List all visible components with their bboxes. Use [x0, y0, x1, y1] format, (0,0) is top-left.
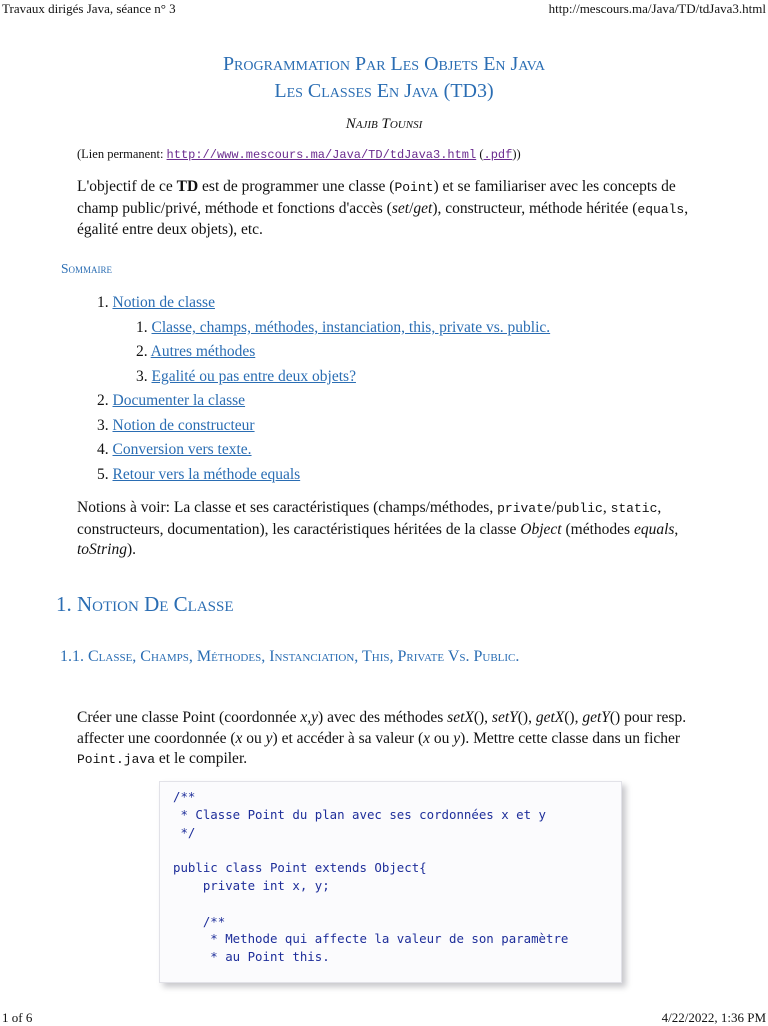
doc-title: Programmation Par Les Objets En Java [222, 53, 546, 75]
toc-item[interactable]: 4. Conversion vers texte. [97, 441, 252, 458]
permalink-mid: ( [476, 147, 484, 161]
toc-item[interactable]: 3. Egalité ou pas entre deux objets? [136, 368, 356, 385]
toc-link[interactable]: Conversion vers texte. [112, 441, 252, 458]
permalink-prefix: (Lien permanent: [77, 147, 167, 161]
toc-link[interactable]: Notion de constructeur [112, 417, 255, 434]
print-title: Travaux dirigés Java, séance n° 3 [2, 1, 176, 16]
toc-item[interactable]: 2. Autres méthodes [136, 343, 256, 360]
code-content: /** * Classe Point du plan avec ses cordonnées x et y */ public class Point extends Object{ private int x, y; /** * Methode qui affecte la valeur de son paramètre * au Point this. [173, 789, 569, 965]
author: Najib Tounsi [345, 116, 423, 132]
page-number: 1 of 6 [2, 1010, 33, 1025]
section-heading: 1. Notion De Classe [56, 592, 234, 616]
toc-item[interactable]: 2. Documenter la classe [97, 392, 246, 409]
code-block [159, 781, 622, 983]
doc-subtitle: Les Classes En Java (TD3) [274, 80, 494, 102]
pdf-link[interactable]: .pdf [483, 148, 513, 162]
intro-paragraph: L'objectif de ce TD est de programmer une classe (Point) et se familiariser avec les concepts de champ public/privé, méthode et fonctions d'accès (set/get), constructeur, méthode héritée (equals, égalité entre deux objets), etc. [77, 178, 689, 238]
toc-link[interactable]: Notion de classe [112, 294, 215, 311]
toc-link[interactable]: Documenter la classe [112, 392, 246, 409]
permalink-suffix: )) [512, 147, 521, 161]
subsection-heading: 1.1. Classe, Champs, Méthodes, Instanciation, This, Private Vs. Public. [60, 648, 520, 665]
toc-link[interactable]: Classe, champs, méthodes, instanciation, this, private vs. public. [151, 319, 551, 336]
exercise-paragraph: Créer une classe Point (coordonnée x,y) avec des méthodes setX(), setY(), getX(), getY() pour resp. affecter une coordonnée (x ou y) et accéder à sa valeur (x ou y). Mettre cette classe dans un ficher Point.java et le compiler. [77, 709, 687, 767]
toc-link[interactable]: Autres méthodes [150, 343, 256, 360]
print-timestamp: 4/22/2022, 1:36 PM [661, 1010, 766, 1025]
toc-link[interactable]: Egalité ou pas entre deux objets? [151, 368, 356, 385]
print-header [0, 1, 768, 17]
permalink [77, 147, 521, 162]
toc-link[interactable]: Retour vers la méthode equals [112, 466, 301, 483]
toc-item[interactable]: 1. Classe, champs, méthodes, instanciation, this, private vs. public. [136, 319, 551, 336]
toc-item[interactable]: 1. Notion de classe [97, 294, 215, 311]
notions-paragraph: Notions à voir: La classe et ses caractéristiques (champs/méthodes, private/public, static, constructeurs, documentation), les caractéristiques héritées de la classe Object (méthodes equals, toString). [77, 499, 679, 558]
sommaire-heading: Sommaire [61, 261, 113, 276]
print-url: http://mescours.ma/Java/TD/tdJava3.html [548, 1, 766, 16]
toc-item[interactable]: 5. Retour vers la méthode equals [97, 466, 301, 483]
toc-item[interactable]: 3. Notion de constructeur [97, 417, 255, 434]
permalink-url[interactable]: http://www.mescours.ma/Java/TD/tdJava3.html [166, 148, 477, 162]
